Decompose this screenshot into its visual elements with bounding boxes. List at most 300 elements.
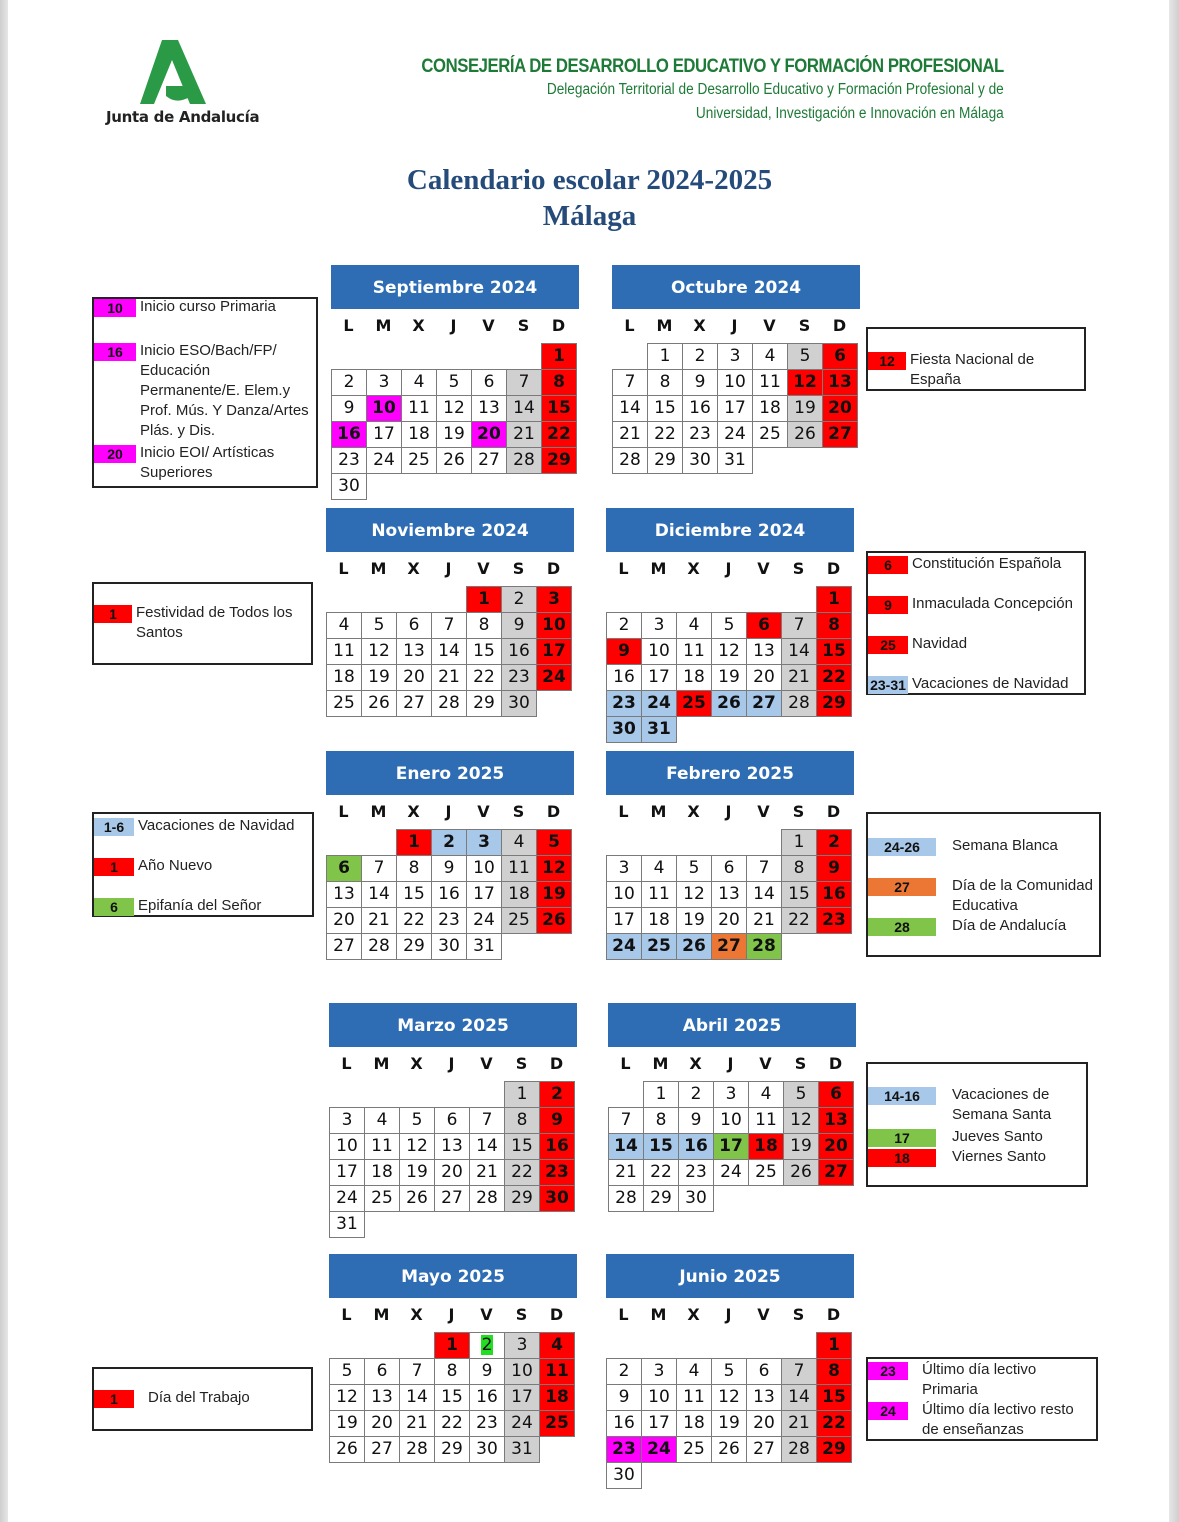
day-grid (329, 1332, 577, 1462)
day-cell: 10 (536, 612, 572, 639)
day-cell: 9 (678, 1107, 714, 1134)
month-december-2024 (606, 508, 854, 742)
legend-swatch: 24-26 (868, 838, 936, 856)
day-cell: 22 (643, 1159, 679, 1186)
day-grid (326, 586, 574, 716)
month-may-2025 (329, 1254, 577, 1462)
legend-item (94, 299, 312, 317)
legend-swatch: 27 (868, 878, 936, 896)
legend-item (868, 1402, 1092, 1440)
day-cell: 11 (676, 1384, 712, 1411)
empty-cell (331, 343, 367, 370)
day-cell: 24 (713, 1159, 749, 1186)
day-cell: 9 (606, 638, 642, 665)
day-cell: 30 (331, 473, 367, 500)
day-cell: 7 (469, 1107, 505, 1134)
day-cell: 22 (816, 1410, 852, 1437)
weekday-label: M (373, 1305, 390, 1324)
day-cell: 18 (401, 421, 437, 448)
day-cell: 16 (682, 395, 718, 422)
weekday-label: S (792, 559, 805, 578)
legend-swatch: 10 (94, 299, 136, 317)
day-cell: 14 (469, 1133, 505, 1160)
weekday-label: L (618, 1305, 629, 1324)
day-cell: 2 (331, 369, 367, 396)
legend-text: Vacaciones de Navidad (138, 817, 295, 834)
weekday-label: S (512, 802, 525, 821)
day-cell: 2 (816, 829, 852, 856)
day-cell: 3 (504, 1332, 540, 1359)
day-cell: 19 (361, 664, 397, 691)
day-cell: 8 (816, 612, 852, 639)
empty-cell (361, 586, 397, 613)
weekday-label: M (370, 802, 387, 821)
day-cell: 21 (612, 421, 648, 448)
day-grid (606, 1332, 854, 1488)
legend-item (94, 858, 308, 876)
legend-item (868, 1362, 1092, 1400)
day-cell: 1 (504, 1081, 540, 1108)
weekday-label: J (445, 559, 452, 578)
day-cell: 23 (431, 907, 467, 934)
day-cell: 17 (641, 664, 677, 691)
weekday-label: J (450, 316, 457, 335)
day-cell: 20 (746, 1410, 782, 1437)
day-cell: 19 (783, 1133, 819, 1160)
day-cell: 22 (647, 421, 683, 448)
legend-swatch: 25 (868, 636, 908, 654)
day-cell: 3 (536, 586, 572, 613)
legend-april (866, 1062, 1088, 1187)
day-cell: 7 (431, 612, 467, 639)
day-cell: 30 (431, 933, 467, 960)
day-cell: 7 (781, 612, 817, 639)
month-header: Septiembre 2024 (331, 265, 579, 309)
legend-text: Último día lectivo Primaria (922, 1361, 1037, 1398)
legend-text: Viernes Santo (952, 1148, 1046, 1165)
day-cell: 19 (711, 1410, 747, 1437)
legend-november (92, 582, 313, 665)
day-cell: 9 (682, 369, 718, 396)
day-cell: 17 (329, 1159, 365, 1186)
empty-cell (396, 586, 432, 613)
day-cell: 12 (329, 1384, 365, 1411)
weekday-label: D (826, 1305, 841, 1324)
day-cell: 6 (746, 612, 782, 639)
legend-february (866, 812, 1101, 957)
day-cell: 1 (816, 586, 852, 613)
day-cell: 6 (818, 1081, 854, 1108)
weekday-label: M (650, 559, 667, 578)
day-cell: 12 (399, 1133, 435, 1160)
weekday-label: V (757, 802, 770, 821)
day-cell: 20 (711, 907, 747, 934)
weekday-label: X (693, 316, 706, 335)
weekday-label: L (338, 559, 349, 578)
legend-text: Constitución Española (912, 555, 1062, 572)
day-cell: 15 (504, 1133, 540, 1160)
day-cell: 29 (466, 690, 502, 717)
day-cell: 26 (436, 447, 472, 474)
month-header: Enero 2025 (326, 751, 574, 795)
day-cell: 12 (711, 638, 747, 665)
day-cell: 10 (466, 855, 502, 882)
day-cell: 13 (364, 1384, 400, 1411)
day-cell: 9 (331, 395, 367, 422)
day-grid (329, 1081, 577, 1237)
day-cell: 4 (326, 612, 362, 639)
day-cell: 19 (329, 1410, 365, 1437)
day-cell: 27 (396, 690, 432, 717)
legend-text: Inicio curso Primaria (140, 298, 276, 315)
legend-swatch: 14-16 (868, 1087, 936, 1105)
day-cell: 30 (606, 1462, 642, 1489)
day-cell: 10 (717, 369, 753, 396)
day-cell: 4 (364, 1107, 400, 1134)
empty-cell (399, 1332, 435, 1359)
empty-cell (364, 1332, 400, 1359)
day-cell: 15 (816, 1384, 852, 1411)
day-cell: 25 (676, 1436, 712, 1463)
day-cell: 4 (539, 1332, 575, 1359)
day-cell: 9 (469, 1358, 505, 1385)
legend-item (94, 445, 312, 483)
day-cell: 5 (536, 829, 572, 856)
day-cell: 8 (396, 855, 432, 882)
day-cell: 26 (329, 1436, 365, 1463)
day-grid (326, 829, 574, 959)
weekday-label: L (624, 316, 635, 335)
day-cell: 8 (647, 369, 683, 396)
empty-cell (506, 343, 542, 370)
day-cell: 29 (434, 1436, 470, 1463)
logo-text: Junta de Andalucía (106, 108, 260, 126)
empty-cell (746, 586, 782, 613)
org-line-2: Delegación Territorial de Desarrollo Educativo y Formación Profesional y de (547, 81, 1004, 98)
day-cell: 15 (466, 638, 502, 665)
month-november-2024 (326, 508, 574, 716)
day-cell: 15 (541, 395, 577, 422)
day-cell: 5 (676, 855, 712, 882)
day-cell: 26 (711, 690, 747, 717)
day-cell: 6 (822, 343, 858, 370)
day-cell: 24 (466, 907, 502, 934)
org-line-1: CONSEJERÍA DE DESARROLLO EDUCATIVO Y FORMACIÓN PROFESIONAL (421, 56, 1004, 77)
day-cell: 20 (434, 1159, 470, 1186)
weekday-header-row (606, 1304, 854, 1332)
legend-item (94, 1390, 307, 1408)
weekday-label: M (650, 1305, 667, 1324)
day-cell: 9 (816, 855, 852, 882)
day-cell: 23 (539, 1159, 575, 1186)
day-cell: 10 (366, 395, 402, 422)
day-cell: 7 (612, 369, 648, 396)
day-cell: 30 (678, 1185, 714, 1212)
day-cell: 9 (501, 612, 537, 639)
day-cell: 14 (781, 1384, 817, 1411)
weekday-label: D (832, 316, 847, 335)
weekday-header-row (612, 315, 860, 343)
day-cell: 7 (608, 1107, 644, 1134)
legend-swatch: 17 (868, 1129, 936, 1147)
day-cell: 21 (431, 664, 467, 691)
page-subtitle: Málaga (542, 200, 637, 232)
weekday-label: J (727, 1054, 734, 1073)
weekday-label: V (757, 559, 770, 578)
empty-cell (434, 1081, 470, 1108)
day-cell: 31 (717, 447, 753, 474)
day-cell: 6 (746, 1358, 782, 1385)
empty-cell (366, 343, 402, 370)
day-cell: 3 (466, 829, 502, 856)
month-header: Noviembre 2024 (326, 508, 574, 552)
weekday-label: D (549, 1305, 564, 1324)
day-cell: 19 (536, 881, 572, 908)
day-cell: 13 (396, 638, 432, 665)
day-cell: 22 (504, 1159, 540, 1186)
legend-text: Último día lectivo resto de enseñanzas (922, 1401, 1074, 1438)
day-cell: 21 (506, 421, 542, 448)
day-grid (606, 586, 854, 742)
legend-text: Año Nuevo (138, 857, 213, 874)
day-cell: 1 (434, 1332, 470, 1359)
legend-swatch: 6 (94, 898, 134, 916)
legend-swatch: 24 (868, 1402, 908, 1420)
legend-item (868, 556, 1080, 574)
day-cell: 21 (361, 907, 397, 934)
month-february-2025 (606, 751, 854, 959)
day-cell: 18 (752, 395, 788, 422)
empty-cell (364, 1081, 400, 1108)
weekday-label: J (725, 1305, 732, 1324)
day-cell: 30 (469, 1436, 505, 1463)
weekday-label: V (757, 1305, 770, 1324)
junta-andalucia-logo (100, 40, 260, 130)
month-header: Junio 2025 (606, 1254, 854, 1298)
empty-cell (676, 586, 712, 613)
day-cell: 16 (331, 421, 367, 448)
day-cell: 28 (469, 1185, 505, 1212)
legend-item (868, 1129, 1082, 1147)
day-cell: 5 (329, 1358, 365, 1385)
day-cell: 26 (783, 1159, 819, 1186)
day-cell: 18 (501, 881, 537, 908)
day-cell: 25 (641, 933, 677, 960)
empty-cell (401, 343, 437, 370)
legend-text: Navidad (912, 635, 968, 652)
day-cell: 13 (746, 1384, 782, 1411)
day-cell: 29 (396, 933, 432, 960)
empty-cell (711, 829, 747, 856)
day-cell: 19 (787, 395, 823, 422)
weekday-label: J (448, 1305, 455, 1324)
empty-cell (746, 1332, 782, 1359)
day-cell: 14 (506, 395, 542, 422)
weekday-label: X (410, 1305, 423, 1324)
day-cell: 17 (606, 907, 642, 934)
day-cell: 23 (606, 1436, 642, 1463)
day-cell: 16 (431, 881, 467, 908)
day-cell: 8 (504, 1107, 540, 1134)
legend-item (868, 352, 1080, 390)
day-cell: 13 (822, 369, 858, 396)
day-cell: 28 (506, 447, 542, 474)
day-cell: 17 (466, 881, 502, 908)
day-cell: 14 (431, 638, 467, 665)
day-cell: 16 (816, 881, 852, 908)
empty-cell (641, 829, 677, 856)
day-cell: 19 (711, 664, 747, 691)
day-cell: 10 (606, 881, 642, 908)
day-cell: 5 (436, 369, 472, 396)
empty-cell (746, 829, 782, 856)
weekday-label: X (412, 316, 425, 335)
day-cell: 17 (713, 1133, 749, 1160)
day-cell: 14 (399, 1384, 435, 1411)
legend-item (94, 898, 308, 916)
weekday-label: L (338, 802, 349, 821)
weekday-label: M (375, 316, 392, 335)
legend-swatch: 9 (868, 596, 908, 614)
day-cell: 13 (711, 881, 747, 908)
day-cell: 27 (818, 1159, 854, 1186)
weekday-label: M (656, 316, 673, 335)
day-cell: 18 (748, 1133, 784, 1160)
weekday-label: X (407, 559, 420, 578)
day-cell: 25 (676, 690, 712, 717)
day-cell: 7 (746, 855, 782, 882)
weekday-header-row (606, 558, 854, 586)
organization-header (342, 56, 1004, 126)
legend-swatch: 6 (868, 556, 908, 574)
legend-swatch: 23-31 (868, 676, 908, 694)
andalucia-a-icon (140, 40, 208, 106)
day-cell: 3 (606, 855, 642, 882)
day-cell: 9 (606, 1384, 642, 1411)
day-cell: 7 (781, 1358, 817, 1385)
day-cell: 25 (501, 907, 537, 934)
day-cell: 8 (816, 1358, 852, 1385)
day-cell: 25 (401, 447, 437, 474)
weekday-label: D (551, 316, 566, 335)
day-cell: 3 (329, 1107, 365, 1134)
day-cell: 20 (471, 421, 507, 448)
day-cell: 24 (504, 1410, 540, 1437)
empty-cell (612, 343, 648, 370)
day-cell: 15 (434, 1384, 470, 1411)
day-cell: 9 (431, 855, 467, 882)
legend-text: Fiesta Nacional de España (910, 351, 1035, 388)
weekday-label: J (448, 1054, 455, 1073)
weekday-header-row (606, 801, 854, 829)
empty-cell (436, 343, 472, 370)
day-cell: 30 (539, 1185, 575, 1212)
weekday-label: D (826, 802, 841, 821)
weekday-label: M (650, 802, 667, 821)
weekday-label: L (343, 316, 354, 335)
weekday-label: S (792, 1305, 805, 1324)
legend-swatch: 18 (868, 1149, 936, 1167)
day-cell: 4 (401, 369, 437, 396)
day-cell: 24 (641, 690, 677, 717)
day-cell: 20 (326, 907, 362, 934)
day-cell: 21 (469, 1159, 505, 1186)
day-cell: 24 (366, 447, 402, 474)
empty-cell (711, 586, 747, 613)
month-march-2025 (329, 1003, 577, 1237)
day-cell: 22 (541, 421, 577, 448)
weekday-label: V (759, 1054, 772, 1073)
weekday-label: S (798, 316, 811, 335)
weekday-header-row (329, 1304, 577, 1332)
day-cell: 2 (539, 1081, 575, 1108)
legend-item (868, 918, 1095, 936)
day-cell: 16 (606, 664, 642, 691)
day-cell: 29 (647, 447, 683, 474)
legend-swatch: 23 (868, 1362, 908, 1380)
day-cell: 25 (539, 1410, 575, 1437)
day-cell: 8 (643, 1107, 679, 1134)
legend-text: Epifanía del Señor (138, 897, 262, 914)
weekday-label: S (515, 1305, 528, 1324)
day-cell: 16 (501, 638, 537, 665)
day-cell: 4 (676, 612, 712, 639)
empty-cell (641, 1332, 677, 1359)
legend-swatch: 1 (94, 1390, 134, 1408)
legend-text: Jueves Santo (952, 1128, 1043, 1145)
day-cell: 17 (717, 395, 753, 422)
day-cell: 8 (466, 612, 502, 639)
day-cell: 7 (361, 855, 397, 882)
day-cell: 11 (501, 855, 537, 882)
weekday-label: D (546, 559, 561, 578)
empty-cell (329, 1081, 365, 1108)
month-header: Marzo 2025 (329, 1003, 577, 1047)
empty-cell (781, 1332, 817, 1359)
day-cell: 25 (748, 1159, 784, 1186)
day-cell: 24 (329, 1185, 365, 1212)
weekday-label: V (477, 559, 490, 578)
legend-item (868, 596, 1080, 614)
empty-cell (361, 829, 397, 856)
empty-cell (471, 343, 507, 370)
day-cell: 27 (471, 447, 507, 474)
day-cell: 1 (643, 1081, 679, 1108)
day-cell: 31 (329, 1211, 365, 1238)
day-cell: 12 (787, 369, 823, 396)
day-cell: 31 (466, 933, 502, 960)
legend-text: Día de la Comunidad Educativa (952, 877, 1093, 914)
legend-swatch: 1 (94, 605, 132, 623)
day-cell: 27 (434, 1185, 470, 1212)
weekday-label: X (687, 1305, 700, 1324)
legend-text: Festividad de Todos los Santos (136, 604, 293, 641)
day-cell: 22 (466, 664, 502, 691)
day-cell: 11 (326, 638, 362, 665)
day-cell: 13 (326, 881, 362, 908)
day-cell: 23 (678, 1159, 714, 1186)
day-cell: 4 (501, 829, 537, 856)
day-cell: 12 (436, 395, 472, 422)
day-cell: 4 (641, 855, 677, 882)
weekday-label: M (370, 559, 387, 578)
day-cell: 6 (471, 369, 507, 396)
org-line-3: Universidad, Investigación e Innovación en Málaga (696, 105, 1004, 122)
day-cell: 29 (816, 690, 852, 717)
day-cell: 23 (501, 664, 537, 691)
day-cell: 2 (431, 829, 467, 856)
day-cell: 27 (326, 933, 362, 960)
